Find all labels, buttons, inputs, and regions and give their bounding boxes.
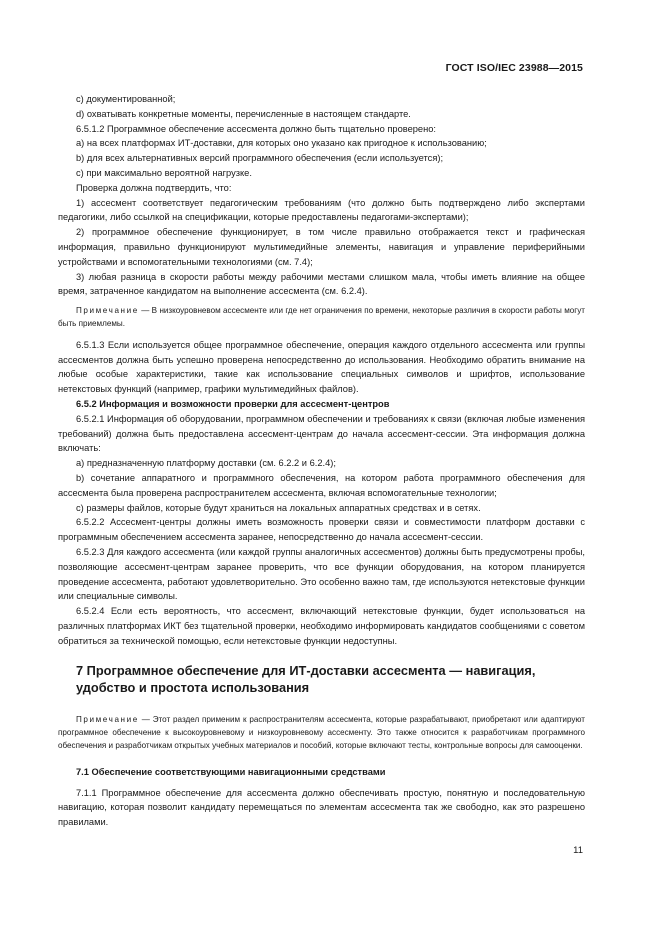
clause-6-5-2-1-c: c) размеры файлов, которые будут храниться на локальных аппаратных средствах и в сетях. [76,502,481,513]
note-section-7 [58,714,585,752]
list-item-d: d) охватывать конкретные моменты, перечисленные в настоящем стандарте. [76,108,411,119]
clause-6-5-2-1: 6.5.2.1 Информация об оборудовании, программном обеспечении и требованиях к связи (включая любые изменения требований) должна быть предоставлена ассесмент-центрам до начала ассесмент-сессии. Эта информация должна включать: [58,413,585,454]
clause-6-5-2-1-a: a) предназначенную платформу доставки (см. 6.2.2 и 6.2.4); [76,458,336,469]
heading-6-5-2: 6.5.2 Информация и возможности проверки для ассесмент-центров [76,398,390,409]
note-text: — В низкоуровневом ассесменте или где нет ограничения по времени, некоторые различия в скорости работы могут быть приемлемы. [58,306,585,328]
check-item-3: 3) любая разница в скорости работы между рабочими местами слишком мала, чтобы иметь влияние на общее время, затраченное кандидатом на выполнение ассесмента (см. 6.2.4). [58,271,585,297]
clause-6-5-2-3: 6.5.2.3 Для каждого ассесмента (или каждой группы аналогичных ассесментов) должны быть предусмотрены пробы, позволяющие ассесмент-центрам заранее проверить, что все функции оборудования, на котором планируется проведение ассесмента, работают удовлетворительно. Это особенно важно там, где используются нетекстовые функции или специальные символы. [58,546,585,602]
check-item-1: 1) ассесмент соответствует педагогическим требованиям (что должно быть подтверждено либо экспертами педагогики, либо ссылкой на спецификации, которые предоставлены педагогами-экспертами); [58,197,585,223]
clause-7-1-1: 7.1.1 Программное обеспечение для ассесмента должно обеспечивать простую, понятную и последовательную навигацию, которая позволит кандидату перемещаться по элементам ассесмента так же свободно, как это разрешено правилами. [58,787,585,828]
standard-header: ГОСТ ISO/IEC 23988—2015 [445,62,583,74]
clause-6-5-2-2: 6.5.2.2 Ассесмент-центры должны иметь возможность проверки связи и совместимости платформ доставки с программным обеспечением ассесмента заранее, непосредственно до начала ассесмент-сессии. [58,517,585,543]
heading-7-1: 7.1 Обеспечение соответствующими навигационными средствами [76,766,386,777]
check-intro: Проверка должна подтвердить, что: [76,182,232,193]
check-item-2: 2) программное обеспечение функционирует, в том числе правильно отображается текст и графическая информация, правильно функционируют мультимедийные элементы, навигация и управление периферийными устройствами и вспомогательными технологиями (см. 7.4); [58,227,585,267]
page-number: 11 [573,845,583,856]
clause-6-5-1-2-b: b) для всех альтернативных версий программного обеспечения (если используется); [76,153,444,164]
clause-6-5-1-2-a: a) на всех платформах ИТ-доставки, для которых оно указано как пригодное к использованию; [76,138,487,149]
note-speed [58,305,585,331]
note-text: — Этот раздел применим к распространителям ассесмента, которые разрабатывают, приобретают или адаптируют программное обеспечение к высокоуровневому и низкоуровневому ассесменту. Это также относится к разработчикам программного обеспечения и разработчикам открытых учебных материалов и пособий, которые включают тесты, контрольные вопросы для самооценки. [58,715,585,751]
list-item-c: c) документированной; [76,94,176,104]
page-content [58,92,585,830]
clause-6-5-2-1-b: b) сочетание аппаратного и программного обеспечения, на котором работа программного обеспечения для ассесмента была проверена распространителем ассесмента, включая вспомогательные технологии; [58,472,585,498]
clause-6-5-1-3: 6.5.1.3 Если используется общее программное обеспечение, операция каждого отдельного ассесмента или группы ассесментов должна быть успешно проверена непосредственно до использования. Необходимо обратить внимание на любые особые характеристики, такие как использование специальных символов и шрифтов, использование нетекстовых функций (например, графики мультимедийных файлов). [58,339,585,395]
note-label: Примечание [76,306,139,316]
section-7-title: 7 Программное обеспечение для ИТ-доставки ассесмента — навигация, удобство и простота использования [76,663,536,696]
note-label: Примечание [76,715,139,725]
clause-6-5-1-2: 6.5.1.2 Программное обеспечение ассесмента должно быть тщательно проверено: [76,123,436,134]
clause-6-5-2-4: 6.5.2.4 Если есть вероятность, что ассесмент, включающий нетекстовые функции, будет использоваться на различных платформах ИКТ без тщательной проверки, необходимо информировать кандидатов сообщениями с советом обратиться за технической помощью, если нетекстовые функции недоступны. [58,606,585,646]
clause-6-5-1-2-c: c) при максимально вероятной нагрузке. [76,167,252,178]
